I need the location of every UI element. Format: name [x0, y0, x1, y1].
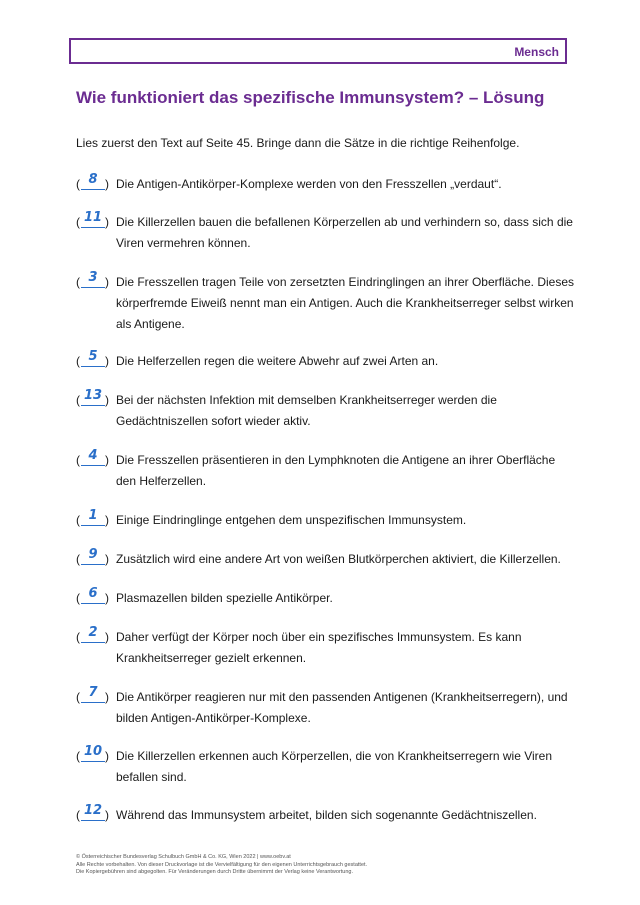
answer-number: 4 [81, 447, 105, 466]
sentence-text: Die Fresszellen tragen Teile von zersetzten Eindringlingen an ihrer Oberfläche. Dieses körperfremde Eiweiß nennt man ein Antigen. Auch die Krankheitserreger selbst wirken als Antigene. [116, 275, 575, 331]
sentence-text: Die Antigen-Antikörper-Komplexe werden von den Fresszellen „verdaut“. [116, 177, 502, 191]
sentence-text: Plasmazellen bilden spezielle Antikörper. [116, 591, 333, 605]
paren: ( [76, 630, 80, 644]
paren: ( [76, 215, 80, 229]
paren: ) [105, 749, 109, 763]
paren: ( [76, 177, 80, 191]
answer-blank[interactable] [76, 174, 116, 195]
paren: ) [105, 591, 109, 605]
answer-number: 8 [81, 171, 105, 190]
list-item [76, 272, 576, 335]
answer-number: 5 [81, 348, 105, 367]
answer-number: 2 [81, 624, 105, 643]
paren: ) [105, 552, 109, 566]
paren: ( [76, 591, 80, 605]
sentence-text: Die Killerzellen bauen die befallenen Körperzellen ab und verhindern so, dass sich die Viren vermehren können. [116, 215, 573, 250]
list-item [76, 390, 576, 432]
paren: ) [105, 215, 109, 229]
answer-blank[interactable] [76, 510, 116, 531]
answer-number: 9 [81, 546, 105, 565]
answer-number: 10 [81, 743, 105, 762]
list-item [76, 450, 576, 492]
sentence-text: Zusätzlich wird eine andere Art von weißen Blutkörperchen aktiviert, die Killerzellen. [116, 552, 561, 566]
footer-line: Alle Rechte vorbehalten. Von dieser Druckvorlage ist die Vervielfältigung für den eigenen Unterrichtsgebrauch gestattet. [76, 861, 368, 868]
paren: ) [105, 177, 109, 191]
answer-number: 11 [81, 209, 105, 228]
paren: ) [105, 275, 109, 289]
paren: ) [105, 354, 109, 368]
answer-blank[interactable] [76, 390, 116, 411]
paren: ) [105, 630, 109, 644]
answer-number: 3 [81, 269, 105, 288]
paren: ) [105, 513, 109, 527]
paren: ) [105, 393, 109, 407]
paren: ( [76, 808, 80, 822]
paren: ( [76, 552, 80, 566]
paren: ( [76, 354, 80, 368]
list-item [76, 212, 576, 254]
list-item [76, 588, 576, 609]
paren: ( [76, 275, 80, 289]
answer-blank[interactable] [76, 212, 116, 233]
list-item [76, 627, 576, 669]
sentence-text: Die Helferzellen regen die weitere Abwehr auf zwei Arten an. [116, 354, 439, 368]
footer-line: Die Kopiergebühren sind abgegolten. Für Veränderungen durch Dritte übernimmt der Verlag keine Verantwortung. [76, 869, 354, 875]
list-item [76, 510, 576, 531]
answer-blank[interactable] [76, 687, 116, 708]
paren: ( [76, 513, 80, 527]
page-title: Wie funktioniert das spezifische Immunsystem? – Lösung [76, 88, 545, 107]
answer-number: 1 [81, 507, 105, 526]
paren: ) [105, 453, 109, 467]
paren: ) [105, 690, 109, 704]
sentence-text: Bei der nächsten Infektion mit demselben Krankheitserreger werden die Gedächtniszellen sofort wieder aktiv. [116, 393, 497, 428]
paren: ( [76, 453, 80, 467]
instruction-text: Lies zuerst den Text auf Seite 45. Bringe dann die Sätze in die richtige Reihenfolge. [76, 136, 520, 150]
answer-number: 13 [81, 387, 105, 406]
copyright-footer [76, 854, 367, 877]
answer-blank[interactable] [76, 805, 116, 826]
header-box [69, 38, 567, 64]
list-item [76, 687, 576, 729]
answer-number: 7 [81, 684, 105, 703]
footer-line: © Österreichischer Bundesverlag Schulbuch GmbH & Co. KG, Wien 2022 | www.oebv.at [76, 854, 291, 860]
sentence-text: Die Killerzellen erkennen auch Körperzellen, die von Krankheitserregern wie Viren befallen sind. [116, 749, 553, 784]
list-item [76, 174, 576, 195]
answer-blank[interactable] [76, 351, 116, 372]
answer-blank[interactable] [76, 272, 116, 293]
paren: ( [76, 690, 80, 704]
list-item [76, 351, 576, 372]
paren: ( [76, 393, 80, 407]
answer-blank[interactable] [76, 549, 116, 570]
sentence-text: Während das Immunsystem arbeitet, bilden sich sogenannte Gedächtniszellen. [116, 808, 537, 822]
answer-blank[interactable] [76, 627, 116, 648]
list-item [76, 549, 576, 570]
subject-label: Mensch [514, 45, 559, 59]
sentence-text: Einige Eindringlinge entgehen dem unspezifischen Immunsystem. [116, 513, 467, 527]
sentence-text: Daher verfügt der Körper noch über ein spezifisches Immunsystem. Es kann Krankheitserreger gezielt erkennen. [116, 630, 522, 665]
list-item [76, 746, 576, 788]
paren: ) [105, 808, 109, 822]
paren: ( [76, 749, 80, 763]
answer-blank[interactable] [76, 588, 116, 609]
sentence-text: Die Fresszellen präsentieren in den Lymphknoten die Antigene an ihrer Oberfläche den Helferzellen. [116, 453, 556, 488]
answer-blank[interactable] [76, 746, 116, 767]
answer-number: 6 [81, 585, 105, 604]
list-item [76, 805, 576, 826]
answer-blank[interactable] [76, 450, 116, 471]
answer-number: 12 [81, 802, 105, 821]
sentence-text: Die Antikörper reagieren nur mit den passenden Antigenen (Krankheitserregern), und bilden Antigen-Antikörper-Komplexe. [116, 690, 568, 725]
